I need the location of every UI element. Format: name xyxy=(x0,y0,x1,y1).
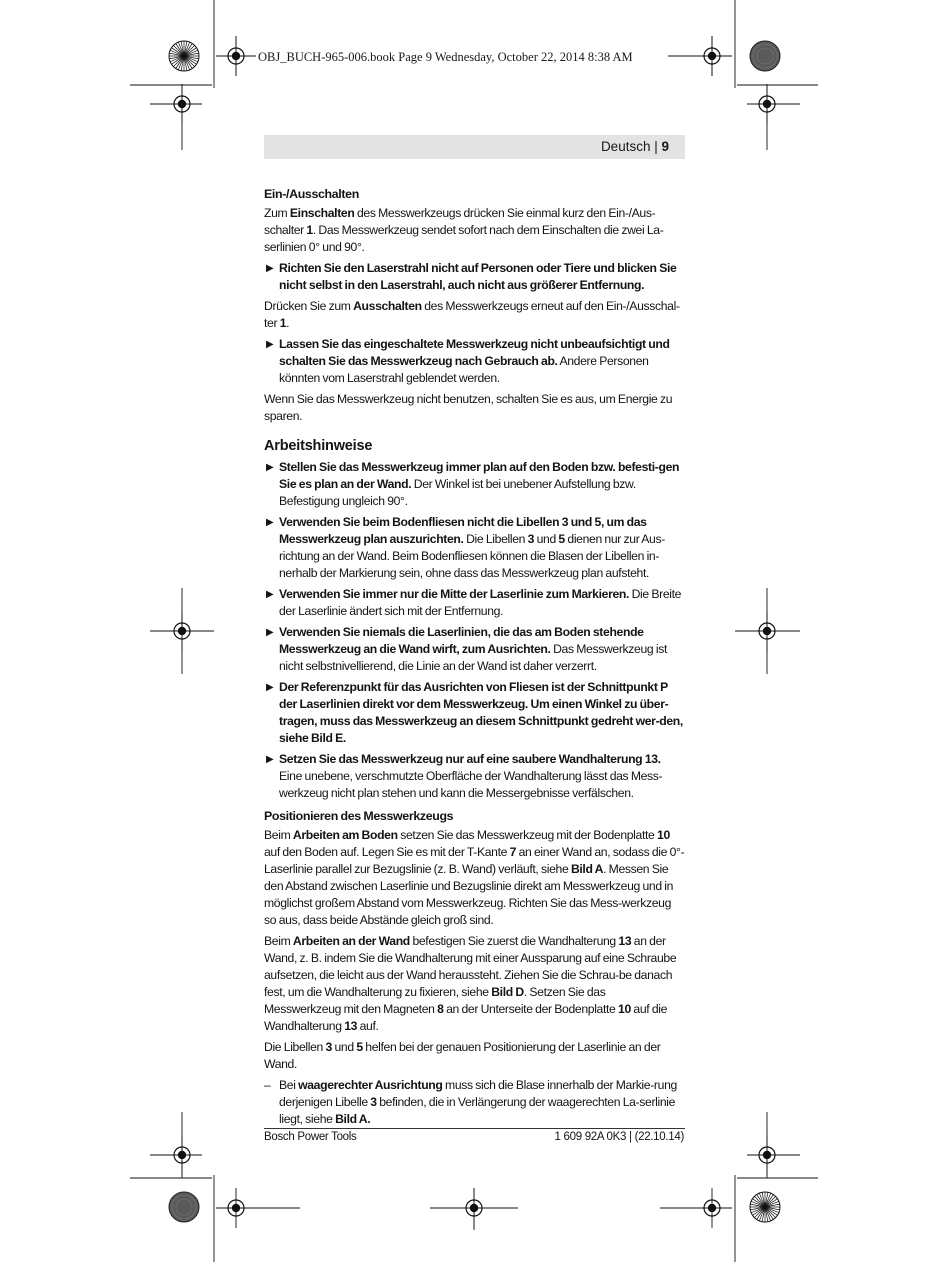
paragraph: Wenn Sie das Messwerkzeug nicht benutzen, schalten Sie es aus, um Energie zu sparen. xyxy=(264,392,673,423)
arrow-icon: ▶ xyxy=(266,339,274,350)
footer-brand: Bosch Power Tools xyxy=(264,1131,357,1143)
arrow-icon: ▶ xyxy=(266,462,274,473)
arrow-icon: ▶ xyxy=(266,627,274,638)
paragraph: Beim Arbeiten an der Wand befestigen Sie zuerst die Wandhalterung 13 an der Wand, z. B. indem Sie die Wandhalterung mit einer Aussparung auf eine Schraube aufsetzen, die leicht aus der Wand heraussteht. Ziehen Sie die Schrau-be danach fest, um die Wandhalterung zu fixieren, siehe Bild D. Setzen Sie das Messwerkzeug mit den Magneten 8 an der Unterseite der Bodenplatte 10 auf die Wandhalterung 13 auf. xyxy=(264,934,677,1033)
paragraph: Drücken Sie zum Ausschalten des Messwerkzeugs erneut auf den Ein-/Ausschal-ter 1. xyxy=(264,299,680,330)
paragraph: Zum Einschalten des Messwerkzeugs drücken Sie einmal kurz den Ein-/Aus-schalter 1. Das Messwerkzeug sendet sofort nach dem Einschalten die zwei La-serlinien 0° und 90°. xyxy=(264,206,664,254)
footer-doc-number: 1 609 92A 0K3 | (22.10.14) xyxy=(554,1131,684,1143)
warning-item: ▶ Richten Sie den Laserstrahl nicht auf Personen oder Tiere und blicken Sie nicht selbst in den Laserstrahl, auch nicht aus größerer Entfernung. xyxy=(266,261,677,292)
footer-rule xyxy=(264,1128,685,1129)
bullet-item: ▶ Stellen Sie das Messwerkzeug immer plan auf den Boden bzw. befesti-gen Sie es plan an der Wand. Der Winkel ist bei unebener Aufstellung bzw. Befestigung ungleich 90°. xyxy=(266,460,680,508)
page-header xyxy=(264,135,685,159)
arrow-icon: ▶ xyxy=(266,682,274,693)
bullet-item: ▶ Der Referenzpunkt für das Ausrichten von Fliesen ist der Schnittpunkt P der Laserlinien direkt vor dem Messwerkzeug. Um einen Winkel zu über-tragen, muss das Messwerkzeug an diesem Schnittpunkt gedreht wer-den, siehe Bild E. xyxy=(266,680,683,745)
warning-item: ▶ Lassen Sie das eingeschaltete Messwerkzeug nicht unbeaufsichtigt und schalten Sie das Messwerkzeug nach Gebrauch ab. Andere Personen könnten vom Laserstrahl geblendet werden. xyxy=(266,337,670,385)
header-language: Deutsch xyxy=(600,139,651,154)
paragraph: Beim Arbeiten am Boden setzen Sie das Messwerkzeug mit der Bodenplatte 10 auf den Boden auf. Legen Sie es mit der T-Kante 7 an einer Wand an, sodass die 0°-Laserlinie parallel zur Bezugslinie (z. B. Wand) verläuft, siehe Bild A. Messen Sie den Abstand zwischen Laserlinie und Bezugslinie direkt am Messwerkzeug und in möglichst großem Abstand vom Messwerkzeug. Richten Sie das Mess-werkzeug so aus, dass beide Abstände gleich groß sind. xyxy=(264,828,685,927)
heading-positionieren: Positionieren des Messwerkzeugs xyxy=(264,809,454,823)
header-separator: | xyxy=(650,139,662,154)
bullet-item: ▶ Setzen Sie das Messwerkzeug nur auf eine saubere Wandhalterung 13. Eine unebene, verschmutzte Oberfläche der Wandhalterung lässt das Mess-werkzeug nicht plan stehen und kann die Messergebnisse verfälschen. xyxy=(266,752,663,800)
dash-marker: – xyxy=(264,1078,271,1092)
bullet-item: ▶ Verwenden Sie beim Bodenfliesen nicht die Libellen 3 und 5, um das Messwerkzeug plan auszurichten. Die Libellen 3 und 5 dienen nur zur Aus-richtung an der Wand. Beim Bodenfliesen können die Blasen der Libellen in-nerhalb der Markierung sein, ohne dass das Messwerkzeug plan aufsteht. xyxy=(266,515,665,580)
dash-item: – Bei waagerechter Ausrichtung muss sich die Blase innerhalb der Markie-rung derjenigen Libelle 3 befinden, die in Verlängerung der waagerechten La-serlinie liegt, siehe Bild A. xyxy=(264,1078,677,1126)
heading-ein-ausschalten: Ein-/Ausschalten xyxy=(264,187,359,201)
paragraph: Die Libellen 3 und 5 helfen bei der genauen Positionierung der Laserlinie an der Wand. xyxy=(264,1040,661,1071)
page-number: 9 xyxy=(661,139,669,154)
bullet-item: ▶ Verwenden Sie niemals die Laserlinien, die das am Boden stehende Messwerkzeug an die Wand wirft, zum Ausrichten. Das Messwerkzeug ist nicht selbstnivellierend, die Linie an der Wand ist daher verzerrt. xyxy=(266,625,667,673)
page-body xyxy=(264,186,685,1132)
heading-arbeitshinweise: Arbeitshinweise xyxy=(264,438,373,454)
arrow-icon: ▶ xyxy=(266,589,274,600)
header-label xyxy=(601,139,669,154)
print-slug: OBJ_BUCH-965-006.book Page 9 Wednesday, October 22, 2014 8:38 AM xyxy=(258,50,633,64)
bullet-item: ▶ Verwenden Sie immer nur die Mitte der Laserlinie zum Markieren. Die Breite der Laserlinie ändert sich mit der Entfernung. xyxy=(266,587,682,618)
arrow-icon: ▶ xyxy=(266,263,274,274)
arrow-icon: ▶ xyxy=(266,754,274,765)
arrow-icon: ▶ xyxy=(266,517,274,528)
